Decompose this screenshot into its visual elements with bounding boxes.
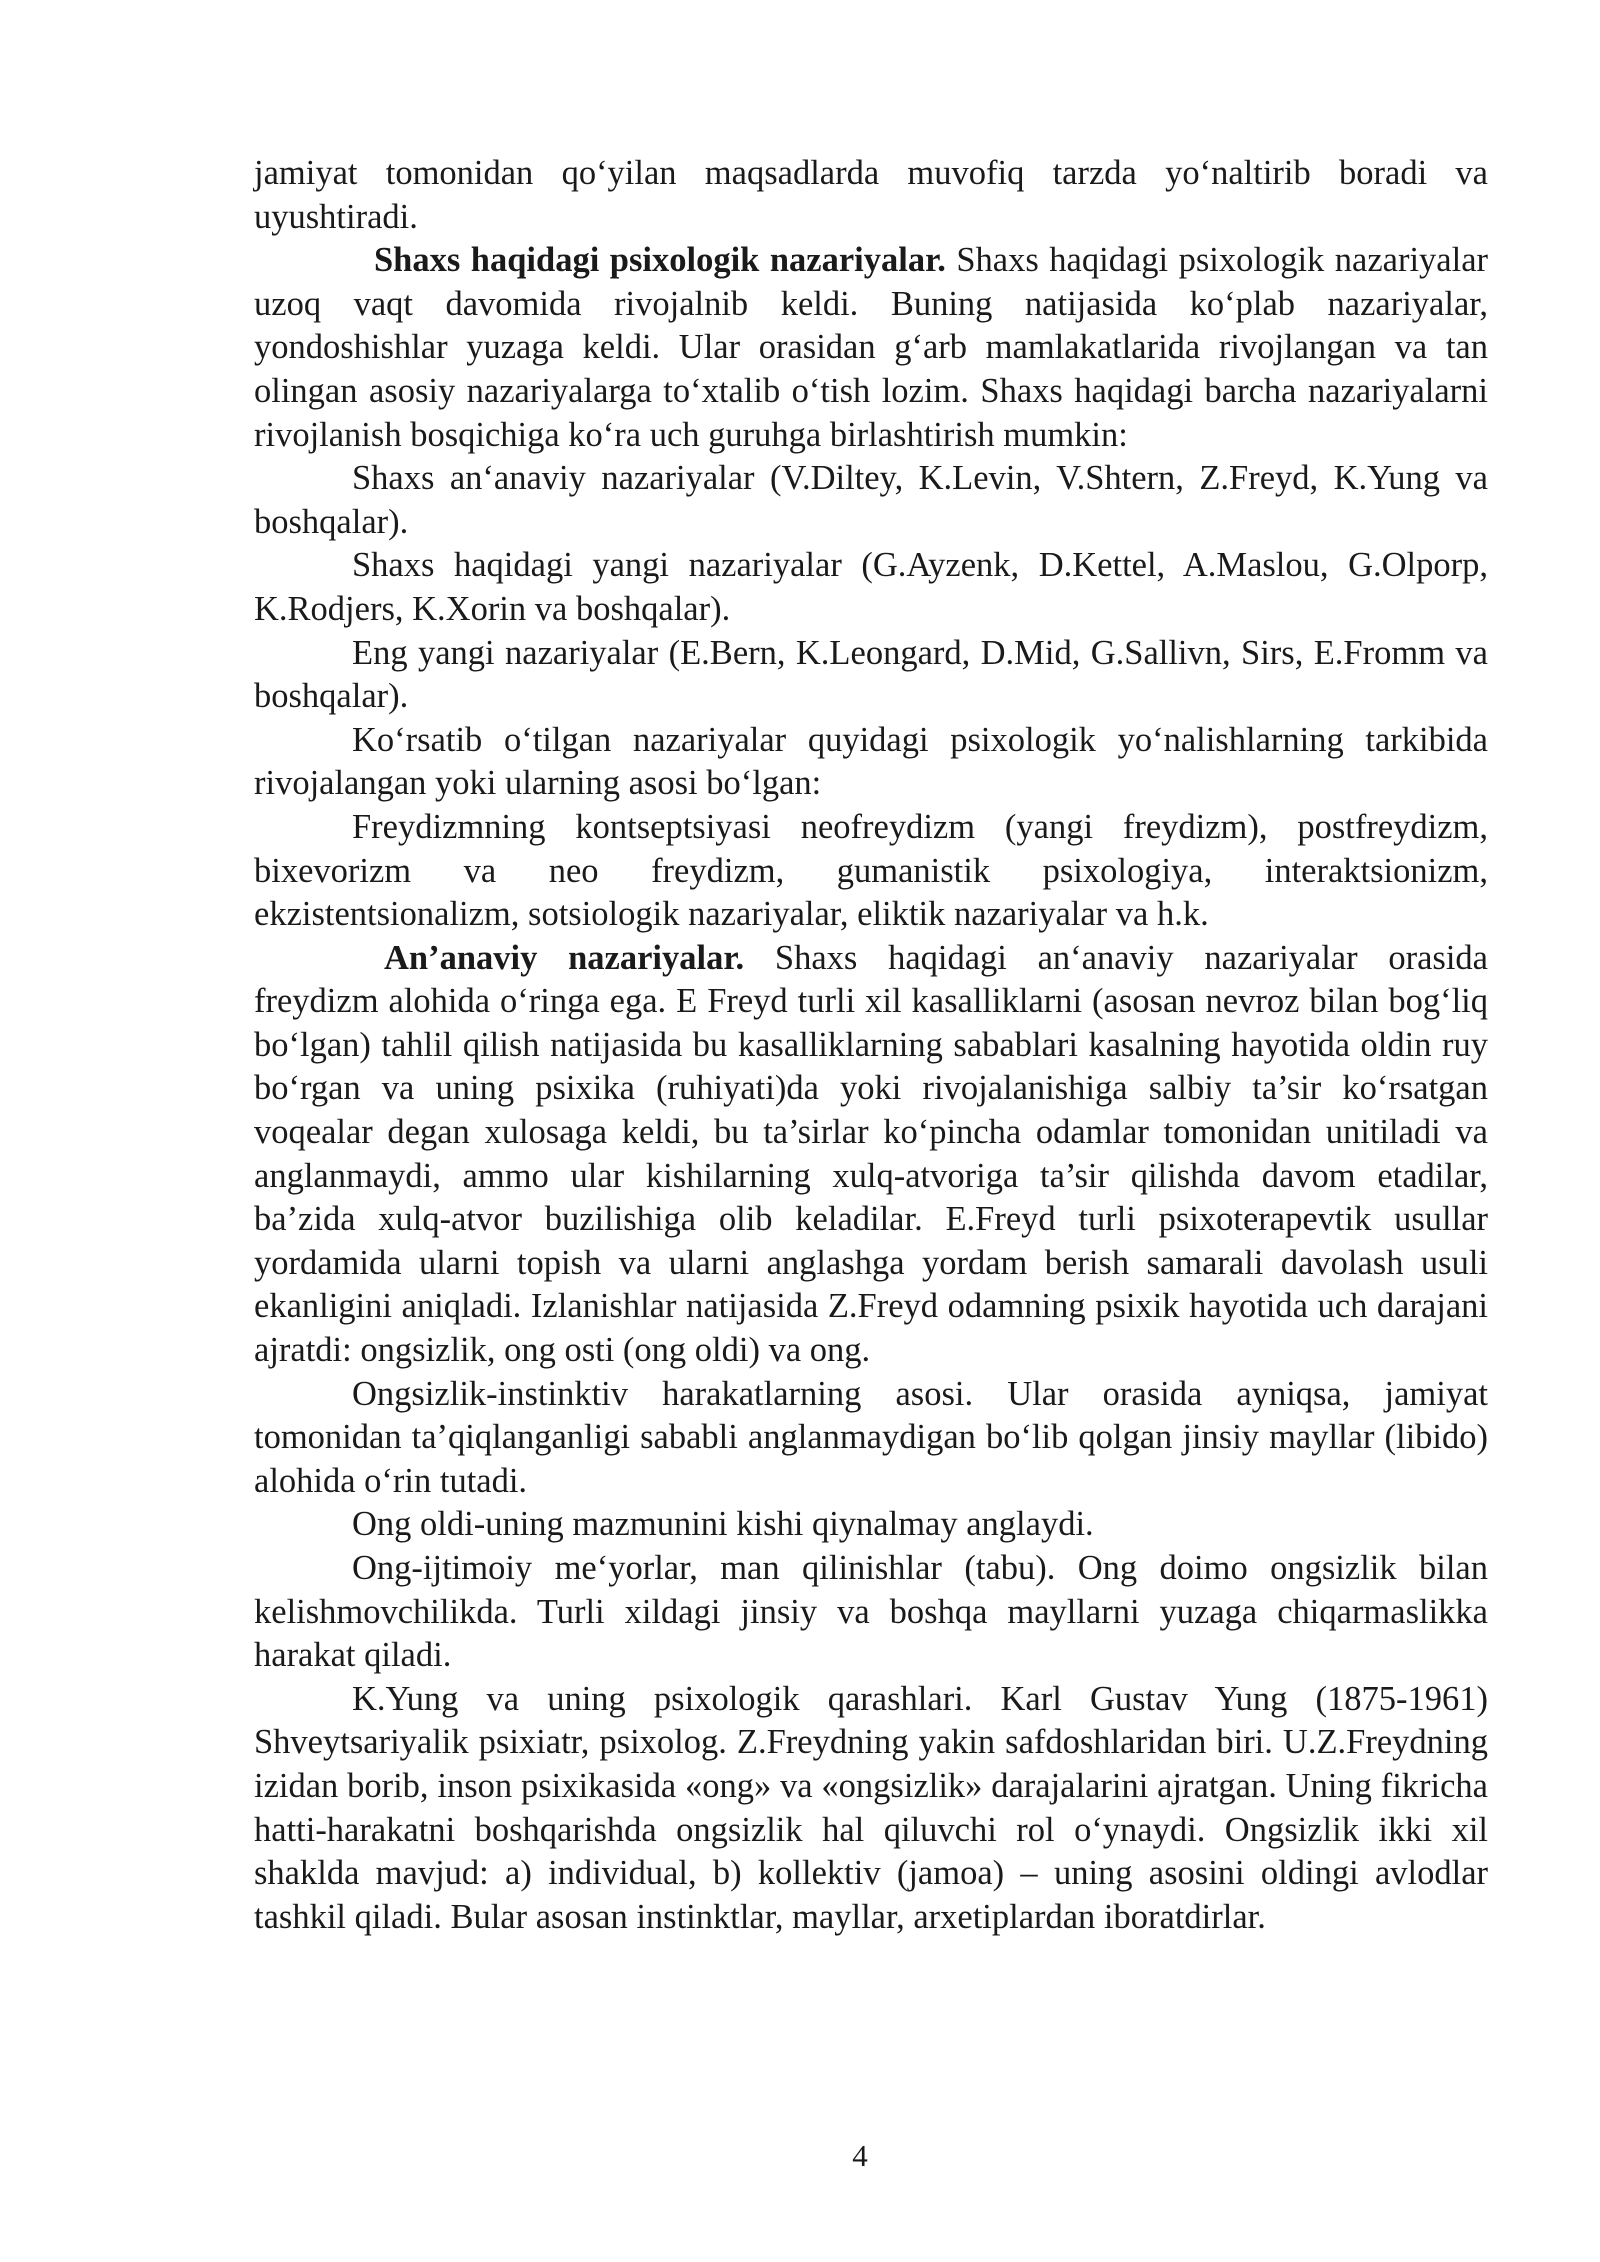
section-heading-psychological-theories: Shaxs haqidagi psixologik nazariyalar. — [374, 241, 946, 280]
paragraph-new-list: Shaxs haqidagi yangi nazariyalar (G.Ayzenk, D.Kettel, A.Maslou, G.Olporp, K.Rodjers, K.Xorin va boshqalar). — [254, 546, 1488, 628]
paragraph-text: Shaxs haqidagi psixologik nazariyalar uzoq vaqt davomida rivojalnib keldi. Buning natijasida ko‘plab nazariyalar, yondoshishlar yuzaga keldi. Ular orasidan g‘arb mamlakatlarida rivojlangan va tan olingan asosiy nazariyalarga to‘xtalib o‘tish lozim. Shaxs haqidagi barcha nazariyalarni rivojlanish bosqichiga ko‘ra uch guruhga birlashtirish mumkin: — [254, 241, 1488, 454]
paragraph-yung: K.Yung va uning psixologik qarashlari. Karl Gustav Yung (1875-1961) Shveytsariyalik psixiatr, psixolog. Z.Freydning yakin safdoshlaridan biri. U.Z.Freydning izidan borib, inson psixikasida «ong» va «ongsizlik» darajalarini ajratgan. Uning fikricha hatti-harakatni boshqarishda ongsizlik hal qiluvchi rol o‘ynaydi. Ongsizlik ikki xil shaklda mavjud: a) individual, b) kollektiv (jamoa) – uning asosini oldingi avlodlar tashkil qiladi. Bular asosan instinktlar, mayllar, arxetiplardan iboratdirlar. — [254, 1679, 1488, 1936]
paragraph-preconscious: Ong oldi-uning mazmunini kishi qiynalmay anglaydi. — [352, 1505, 1094, 1544]
section-heading-traditional-theories: An’anaviy nazariyalar. — [384, 938, 745, 977]
page-number: 4 — [852, 2138, 868, 2173]
paragraph-traditional-list: Shaxs an‘anaviy nazariyalar (V.Diltey, K.Levin, V.Shtern, Z.Freyd, K.Yung va boshqalar). — [254, 459, 1488, 541]
paragraph-directions-list: Freydizmning kontseptsiyasi neofreydizm (yangi freydizm), postfreydizm, bixevorizm va neo freydizm, gumanistik psixologiya, interaktsionizm, ekzistentsionalizm, sotsiologik nazariyalar, eliktik nazariyalar va h.k. — [254, 807, 1488, 934]
paragraph-newest-list: Eng yangi nazariyalar (E.Bern, K.Leongard, D.Mid, G.Sallivn, Sirs, E.Fromm va boshqalar). — [254, 633, 1488, 716]
paragraph-text: Shaxs haqidagi an‘anaviy nazariyalar orasida freydizm alohida o‘ringa ega. E Freyd turli xil kasalliklarni (asosan nevroz bilan bog‘liq bo‘lgan) tahlil qilish natijasida bu kasalliklarning sabablari kasalning hayotida oldin ruy bo‘rgan va uning psixika (ruhiyati)da yoki rivojalanishiga salbiy ta’sir ko‘rsatgan voqealar degan xulosaga keldi, bu ta’sirlar ko‘pincha odamlar tomonidan unitiladi va anglanmaydi, ammo ular kishilarning xulq-atvoriga ta’sir qilishda davom etadilar, ba’zida xulq-atvor buzilishiga olib keladilar. E.Freyd turli psixoterapevtik usullar yordamida ularni topish va ularni anglashga yordam berish samarali davolash usuli ekanligini aniqladi. Izlanishlar natijasida Z.Freyd odamning psixik hayotida uch darajani ajratdi: ongsizlik, ong osti (ong oldi) va ong. — [254, 938, 1488, 1370]
paragraph-psychological-theories — [254, 239, 1488, 457]
paragraph-continuation: jamiyat tomonidan qo‘yilan maqsadlarda muvofiq tarzda yo‘naltirib boradi va uyushtiradi. — [254, 154, 1488, 236]
paragraph-unconscious: Ongsizlik-instinktiv harakatlarning asosi. Ular orasida ayniqsa, jamiyat tomonidan ta’qiqlanganligi sababli anglanmaydigan bo‘lib qolgan jinsiy mayllar (libido) alohida o‘rin tutadi. — [254, 1374, 1488, 1500]
document-page — [254, 152, 1488, 1939]
paragraph-traditional-theories — [254, 937, 1488, 1373]
paragraph-conscious: Ong-ijtimoiy me‘yorlar, man qilinishlar (tabu). Ong doimo ongsizlik bilan kelishmovchilikda. Turli xildagi jinsiy va boshqa mayllarni yuzaga chiqarmaslikka harakat qiladi. — [254, 1549, 1488, 1675]
paragraph-directions-intro: Ko‘rsatib o‘tilgan nazariyalar quyidagi psixologik yo‘nalishlarning tarkibida rivojalangan yoki ularning asosi bo‘lgan: — [254, 720, 1488, 803]
